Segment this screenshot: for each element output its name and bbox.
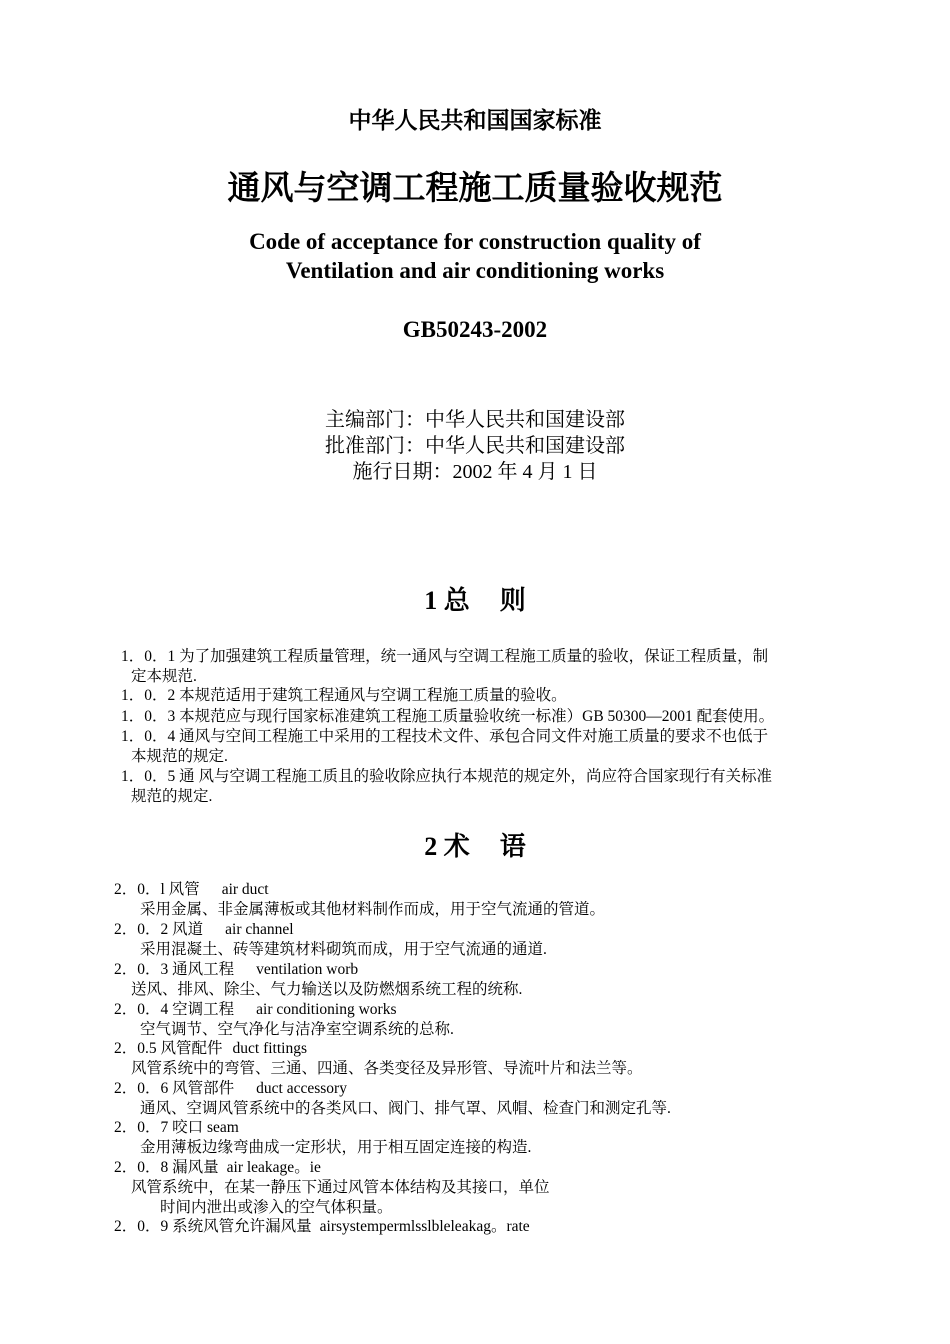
term-definition: 风管系统中的弯管、三通、四通、各类变径及异形管、导流叶片和法兰等。	[131, 1060, 643, 1077]
term-english: air conditioning works	[256, 1001, 397, 1018]
section-number: 1	[424, 586, 438, 615]
term-head: 2．0．3 通风工程	[114, 961, 235, 978]
section-title-part: 语	[499, 832, 526, 861]
term-head: 2．0．8 漏风量	[114, 1159, 219, 1176]
term-entry	[114, 960, 854, 1000]
term-head: 2．0．6 风管部件	[114, 1080, 235, 1097]
term-english: duct fittings	[232, 1040, 307, 1057]
term-english: duct accessory	[256, 1080, 347, 1097]
clause-line: 1．0．4 通风与空间工程施工中采用的工程技术文件、承包合同文件对施工质量的要求不也低于	[121, 728, 769, 745]
term-english: air leakage。ie	[226, 1159, 321, 1176]
effective-date: 施行日期：2002 年 4 月 1 日	[352, 461, 598, 483]
section-title-part: 术	[443, 832, 470, 861]
term-definition: 风管系统中，在某一静压下通过风管本体结构及其接口，单位	[131, 1179, 550, 1196]
term-entry	[114, 920, 854, 960]
standard-label: 中华人民共和国国家标准	[348, 108, 602, 134]
term-english: ventilation worb	[256, 961, 359, 978]
approval-dept: 批准部门：中华人民共和国建设部	[325, 435, 625, 457]
term-definition: 时间内泄出或渗入的空气体积量。	[160, 1199, 393, 1216]
clause-line: 本规范的规定.	[131, 748, 228, 765]
term-definition: 采用金属、非金属薄板或其他材料制作而成，用于空气流通的管道。	[140, 901, 606, 918]
term-head: 2．0.5 风管配件	[114, 1040, 223, 1057]
clause-line: 1．0．2 本规范适用于建筑工程通风与空调工程施工质量的验收。	[121, 687, 567, 704]
term-head: 2．0．4 空调工程	[114, 1001, 235, 1018]
term-entry	[114, 1000, 854, 1040]
clause-line: 1．0．1 为了加强建筑工程质量管理，统一通风与空调工程施工质量的验收，保证工程质量，制	[121, 648, 769, 665]
term-head: 2．0．l 风管	[114, 881, 200, 898]
term-entry	[114, 1079, 854, 1119]
document-title-en-line2: Ventilation and air conditioning works	[285, 258, 665, 283]
term-head: 2．0．7 咬口 seam	[114, 1119, 239, 1136]
term-entry	[114, 880, 854, 920]
clause	[121, 707, 841, 727]
term-head: 2．0．9 系统风管允许漏风量	[114, 1218, 312, 1235]
section-heading-general	[0, 580, 950, 617]
document-title-cn: 通风与空调工程施工质量验收规范	[227, 168, 723, 207]
clause-line: 1．0．5 通 风与空调工程施工质且的验收除应执行本规范的规定外，尚应符合国家现行有关标准	[121, 768, 773, 785]
term-entry	[114, 1118, 854, 1158]
clause-line: 定本规范.	[131, 668, 197, 685]
term-english: air channel	[225, 921, 294, 938]
term-entry	[114, 1158, 854, 1218]
clause-line: 规范的规定.	[131, 788, 213, 805]
chief-editor-dept: 主编部门：中华人民共和国建设部	[325, 409, 625, 431]
term-english: air duct	[221, 881, 269, 898]
term-definition: 金用薄板边缘弯曲成一定形状，用于相互固定连接的构造.	[140, 1139, 532, 1156]
document-title-en-line1: Code of acceptance for construction quality of	[249, 229, 701, 254]
term-entry	[114, 1039, 854, 1079]
term-definition: 通风、空调风管系统中的各类风口、阀门、排气罩、风帽、检查门和测定孔等.	[140, 1100, 671, 1117]
term-entry	[114, 1217, 854, 1237]
term-head: 2．0．2 风道	[114, 921, 204, 938]
clause-line: 1．0．3 本规范应与现行国家标准建筑工程施工质量验收统一标准）GB 50300—2001 配套使用。	[121, 708, 775, 725]
clause	[121, 727, 841, 767]
clause	[121, 686, 841, 706]
clause	[121, 767, 841, 807]
section-title-part: 总	[443, 586, 470, 615]
section-heading-terms	[0, 826, 950, 863]
clause	[121, 647, 841, 687]
section-number: 2	[424, 832, 438, 861]
section-title-part: 则	[499, 586, 526, 615]
term-english: airsystempermlsslbleleakag。rate	[319, 1218, 530, 1235]
term-definition: 送风、排风、除尘、气力输送以及防燃烟系统工程的统称.	[131, 981, 523, 998]
term-definition: 空气调节、空气净化与洁净室空调系统的总称.	[140, 1021, 454, 1038]
standard-code: GB50243-2002	[402, 317, 548, 342]
term-definition: 采用混凝土、砖等建筑材料砌筑而成，用于空气流通的通道.	[140, 941, 547, 958]
